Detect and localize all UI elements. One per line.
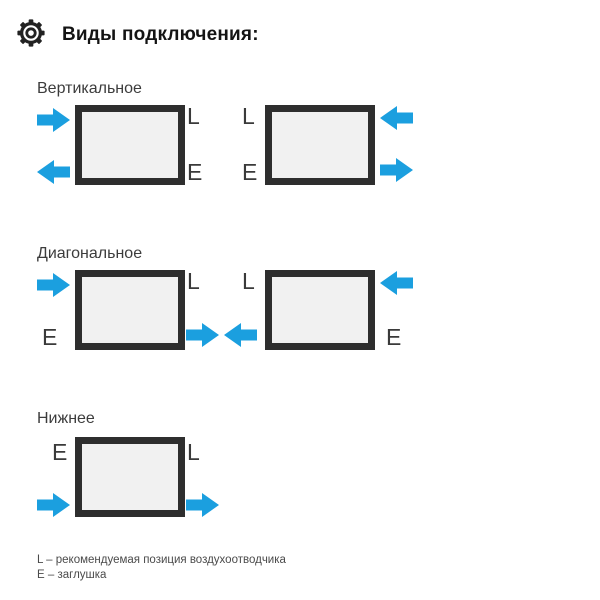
radiator-body [75, 270, 185, 350]
air-vent-position-label: L [187, 439, 200, 465]
gear-icon [16, 18, 46, 48]
section-title: Диагональное [37, 245, 143, 262]
flow-out-arrow-icon [186, 323, 219, 347]
radiator-body [75, 105, 185, 185]
legend-plug: E – заглушка [37, 569, 107, 581]
plug-label: E [52, 439, 68, 465]
plug-label: E [42, 324, 58, 350]
flow-in-arrow-icon [37, 493, 70, 517]
plug-label: E [187, 159, 203, 185]
legend-air-vent: L – рекомендуемая позиция воздухоотводчика [37, 554, 286, 566]
air-vent-position-label: L [187, 268, 200, 294]
air-vent-position-label: L [242, 103, 255, 129]
plug-label: E [242, 159, 258, 185]
radiator-body [265, 270, 375, 350]
flow-out-arrow-icon [37, 160, 70, 184]
flow-out-arrow-icon [224, 323, 257, 347]
air-vent-position-label: L [242, 268, 255, 294]
section-title: Нижнее [37, 410, 95, 427]
air-vent-position-label: L [187, 103, 200, 129]
flow-out-arrow-icon [186, 493, 219, 517]
section-title: Вертикальное [37, 80, 142, 97]
radiator-body [265, 105, 375, 185]
plug-label: E [386, 324, 402, 350]
radiator-body [75, 437, 185, 517]
flow-out-arrow-icon [380, 158, 413, 182]
page-title: Виды подключения: [62, 24, 259, 45]
flow-in-arrow-icon [380, 271, 413, 295]
flow-in-arrow-icon [380, 106, 413, 130]
flow-in-arrow-icon [37, 273, 70, 297]
flow-in-arrow-icon [37, 108, 70, 132]
